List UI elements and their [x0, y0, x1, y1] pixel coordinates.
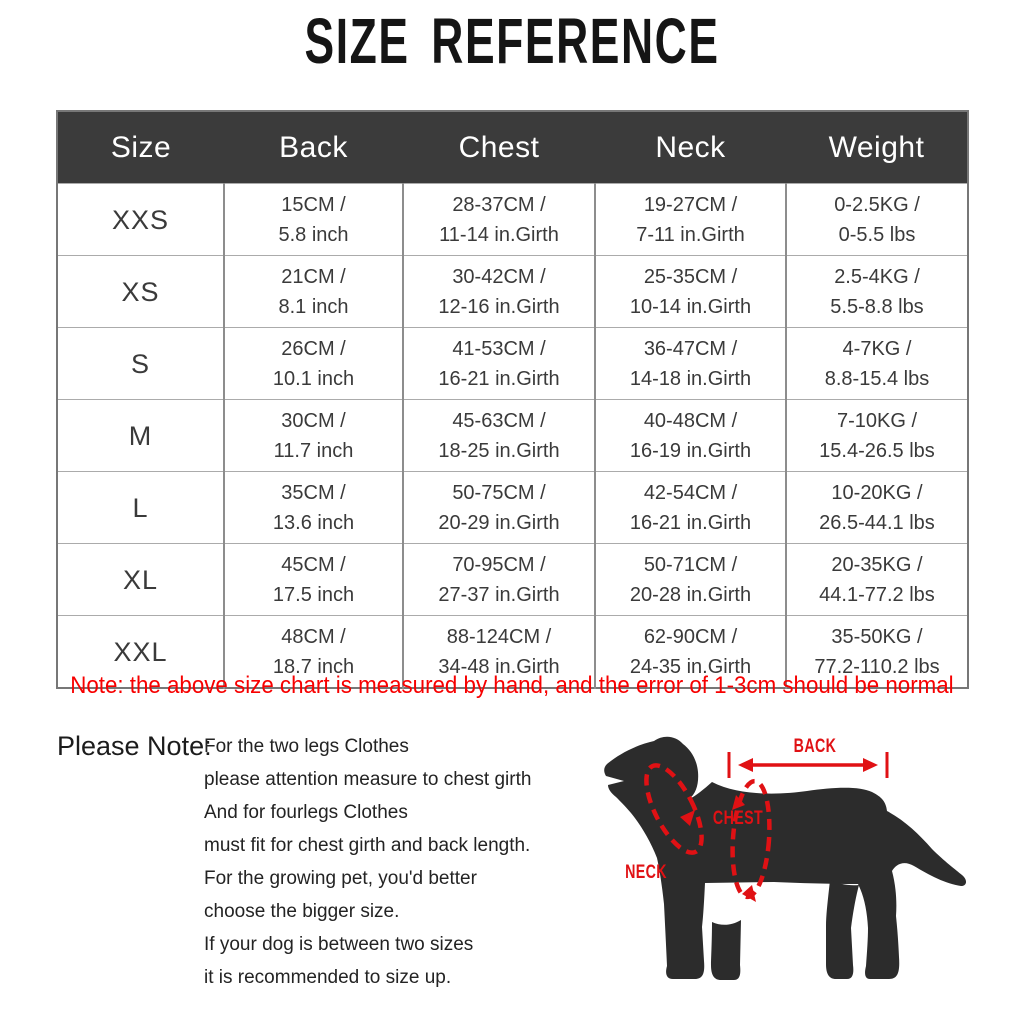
size-table-header: [57, 111, 968, 184]
cell-line: 12-16 in.Girth: [438, 295, 560, 318]
cell-line: 30-42CM /: [452, 265, 546, 288]
cell-line: 15CM /: [281, 193, 346, 216]
cell-line: 30CM /: [281, 409, 346, 432]
column-header-size: Size: [57, 111, 224, 184]
page-title-text: SIZE REFERENCE: [304, 6, 720, 78]
cell-line: 10-20KG /: [831, 481, 923, 504]
column-header-neck: Neck: [595, 111, 786, 184]
cell-chest: [403, 472, 595, 544]
size-label: XXL: [57, 616, 224, 689]
size-label: XL: [57, 544, 224, 616]
cell-line: 0-5.5 lbs: [838, 223, 916, 246]
cell-back: [224, 184, 403, 256]
cell-back: [224, 544, 403, 616]
cell-line: 25-35CM /: [643, 265, 738, 288]
table-row-xs: [57, 256, 968, 328]
cell-line: 20-35KG /: [831, 553, 923, 576]
cell-line: 45CM /: [281, 553, 346, 576]
cell-line: 41-53CM /: [452, 337, 546, 360]
header-row: [57, 111, 968, 184]
cell-line: 18.7 inch: [272, 655, 355, 678]
table-row-xxs: [57, 184, 968, 256]
column-header-chest: Chest: [403, 111, 595, 184]
size-table-body: [57, 184, 968, 689]
cell-line: 8.8-15.4 lbs: [824, 367, 930, 390]
dog-silhouette: [604, 737, 966, 979]
size-label: M: [57, 400, 224, 472]
dog-far-hind-leg: [826, 880, 859, 979]
please-note-line: And for fourlegs Clothes: [204, 802, 408, 823]
cell-back: [224, 472, 403, 544]
cell-neck: [595, 184, 786, 256]
cell-line: 19-27CM /: [643, 193, 738, 216]
cell-line: 5.8 inch: [278, 223, 349, 246]
back-arrowhead-left: [738, 758, 753, 772]
cell-back: [224, 400, 403, 472]
cell-line: 21CM /: [281, 265, 346, 288]
cell-back: [224, 328, 403, 400]
please-note-heading: Please Note:: [57, 731, 212, 761]
please-note-line: must fit for chest girth and back length.: [204, 835, 531, 856]
cell-chest: [403, 184, 595, 256]
cell-line: 27-37 in.Girth: [438, 583, 560, 606]
table-row-m: [57, 400, 968, 472]
cell-line: 42-54CM /: [643, 481, 738, 504]
cell-line: 88-124CM /: [446, 625, 552, 648]
cell-line: 50-71CM /: [643, 553, 738, 576]
cell-line: 35CM /: [281, 481, 346, 504]
table-row-xl: [57, 544, 968, 616]
cell-neck: [595, 472, 786, 544]
please-note-line: For the two legs Clothes: [204, 736, 409, 757]
cell-line: 40-48CM /: [643, 409, 738, 432]
column-header-weight: Weight: [786, 111, 968, 184]
cell-weight: [786, 184, 968, 256]
cell-chest: [403, 328, 595, 400]
cell-line: 10.1 inch: [272, 367, 355, 390]
cell-line: 35-50KG /: [831, 625, 923, 648]
cell-line: 20-29 in.Girth: [438, 511, 560, 534]
table-row-s: [57, 328, 968, 400]
cell-chest: [403, 400, 595, 472]
cell-line: 11-14 in.Girth: [439, 223, 559, 246]
cell-neck: [595, 400, 786, 472]
cell-weight: [786, 256, 968, 328]
cell-line: 7-10KG /: [836, 409, 918, 432]
please-note-line: please attention measure to chest girth: [204, 769, 532, 790]
cell-line: 48CM /: [281, 625, 346, 648]
table-row-l: [57, 472, 968, 544]
cell-line: 62-90CM /: [643, 625, 738, 648]
cell-line: 2.5-4KG /: [834, 265, 920, 288]
cell-line: 36-47CM /: [643, 337, 738, 360]
cell-line: 0-2.5KG /: [834, 193, 920, 216]
cell-line: 18-25 in.Girth: [438, 439, 560, 462]
size-table: [56, 110, 969, 689]
cell-line: 15.4-26.5 lbs: [819, 439, 935, 462]
please-note-line: If your dog is between two sizes: [204, 934, 474, 955]
cell-line: 8.1 inch: [278, 295, 349, 318]
cell-line: 17.5 inch: [272, 583, 355, 606]
please-note-line: For the growing pet, you'd better: [204, 868, 477, 889]
cell-neck: [595, 544, 786, 616]
neck-label: NECK: [625, 861, 667, 883]
cell-weight: [786, 400, 968, 472]
cell-line: 16-21 in.Girth: [438, 367, 560, 390]
cell-line: 20-28 in.Girth: [629, 583, 752, 606]
cell-line: 28-37CM /: [452, 193, 546, 216]
cell-line: 5.5-8.8 lbs: [830, 295, 924, 318]
cell-line: 45-63CM /: [452, 409, 546, 432]
cell-line: 26CM /: [281, 337, 346, 360]
cell-line: 70-95CM /: [452, 553, 546, 576]
chest-arrowhead-bottom: [742, 885, 756, 902]
page-title: [0, 6, 1024, 78]
cell-line: 16-19 in.Girth: [629, 439, 752, 462]
please-note-line: choose the bigger size.: [204, 901, 400, 922]
cell-line: 77.2-110.2 lbs: [814, 655, 940, 678]
cell-chest: [403, 544, 595, 616]
back-label: BACK: [793, 735, 837, 757]
cell-line: 34-48 in.Girth: [438, 655, 560, 678]
cell-neck: [595, 328, 786, 400]
back-arrowhead-right: [863, 758, 878, 772]
chest-label: CHEST: [712, 807, 764, 829]
cell-line: 44.1-77.2 lbs: [819, 583, 935, 606]
column-header-back: Back: [224, 111, 403, 184]
measurement-error-note: [0, 672, 1024, 700]
cell-weight: [786, 544, 968, 616]
cell-chest: [403, 256, 595, 328]
cell-line: 50-75CM /: [452, 481, 546, 504]
cell-line: 26.5-44.1 lbs: [819, 511, 935, 534]
cell-line: 13.6 inch: [272, 511, 355, 534]
cell-line: 24-35 in.Girth: [629, 655, 752, 678]
cell-line: 16-21 in.Girth: [629, 511, 752, 534]
size-label: XS: [57, 256, 224, 328]
measurement-error-note-text: Note: the above size chart is measured by hand, and the error of 1-3cm should be normal: [70, 672, 954, 699]
cell-line: 11.7 inch: [273, 439, 354, 462]
dog-far-front-leg: [711, 920, 741, 980]
size-label: S: [57, 328, 224, 400]
cell-line: 4-7KG /: [842, 337, 912, 360]
please-note-lines: [204, 737, 624, 1001]
cell-weight: [786, 472, 968, 544]
cell-line: 14-18 in.Girth: [629, 367, 752, 390]
please-note-line: it is recommended to size up.: [204, 967, 452, 988]
cell-back: [224, 256, 403, 328]
cell-line: 10-14 in.Girth: [629, 295, 752, 318]
cell-neck: [595, 256, 786, 328]
size-label: L: [57, 472, 224, 544]
dog-measurement-diagram: [574, 714, 1024, 1020]
cell-weight: [786, 328, 968, 400]
size-label: XXS: [57, 184, 224, 256]
cell-line: 7-11 in.Girth: [636, 223, 745, 246]
